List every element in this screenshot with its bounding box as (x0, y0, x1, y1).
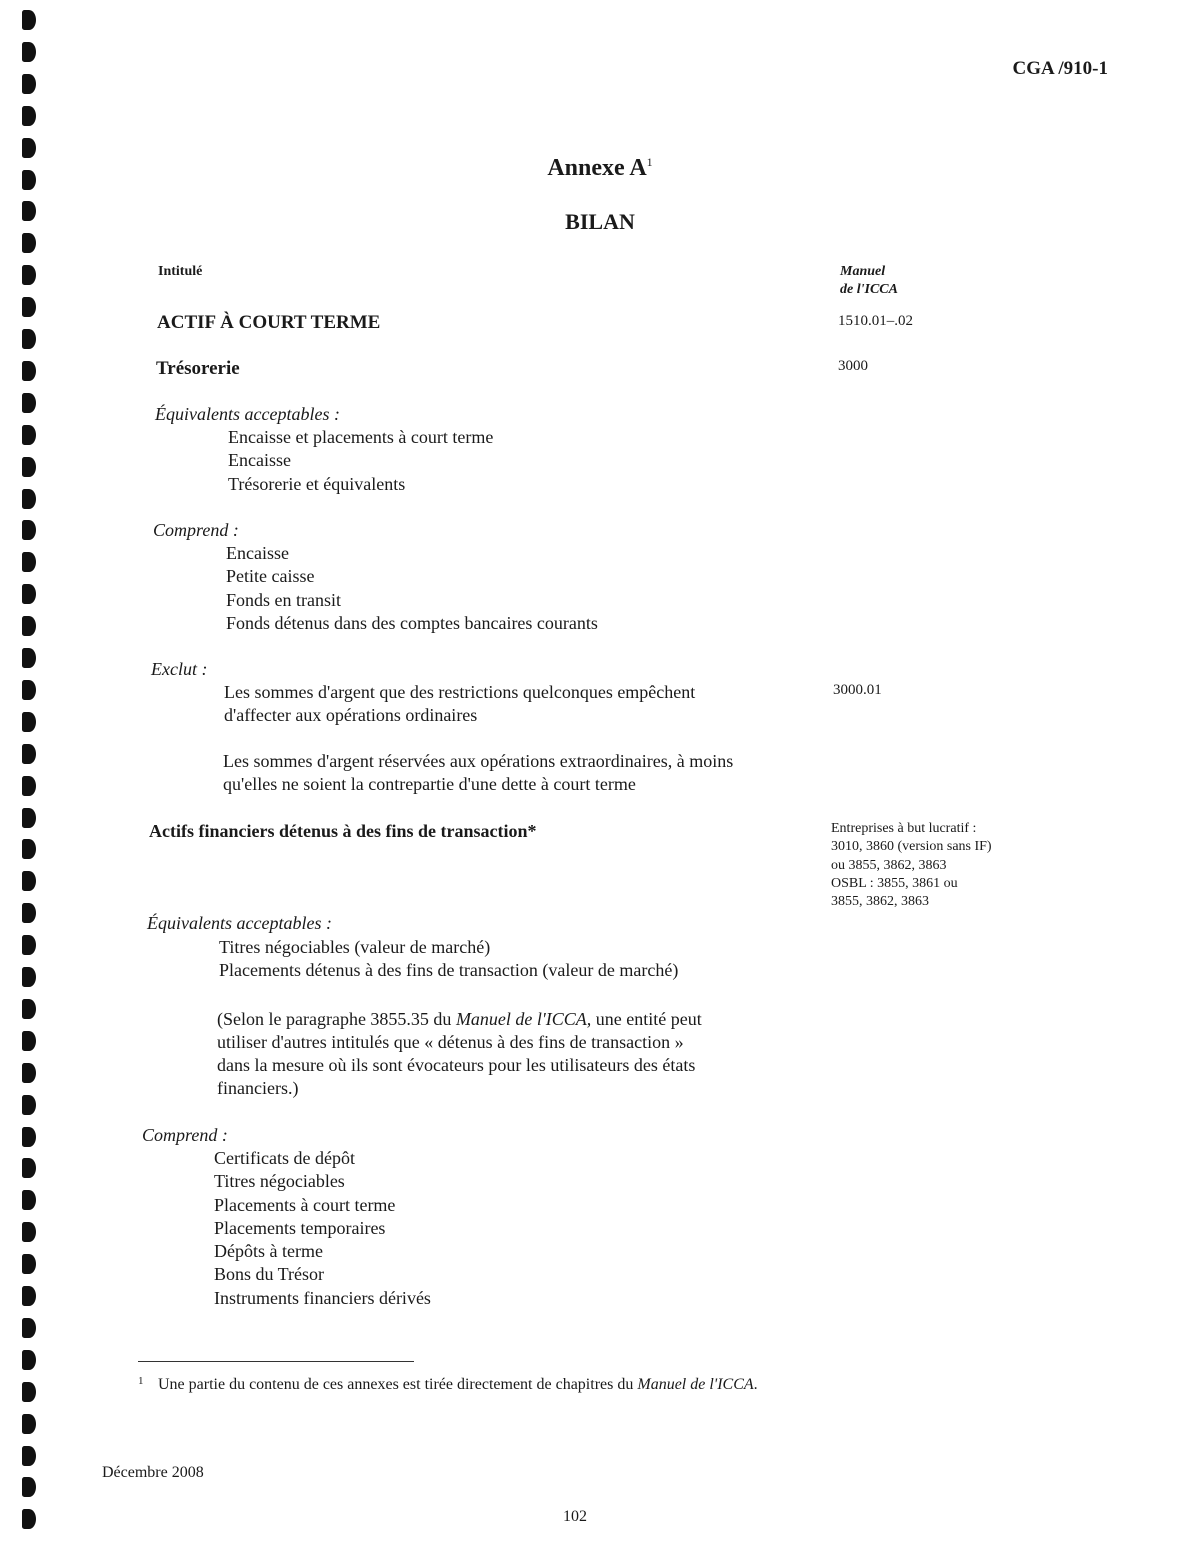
page-number: 102 (563, 1508, 587, 1525)
binding-hole (22, 1063, 36, 1083)
binding-hole (22, 520, 36, 540)
binding-hole (22, 584, 36, 604)
footnote-divider (138, 1361, 414, 1362)
binding-hole (22, 680, 36, 700)
paragraph-line (217, 1008, 702, 1031)
binding-hole (22, 10, 36, 30)
paragraph-line: Les sommes d'argent réservées aux opérations extraordinaires, à moins (223, 751, 734, 771)
list-item: Instruments financiers dérivés (214, 1287, 431, 1308)
paragraph-note-3855 (217, 1008, 702, 1100)
ref-line: 3010, 3860 (version sans IF) (831, 839, 992, 855)
binding-hole (22, 1190, 36, 1210)
ref-line: ou 3855, 3862, 3863 (831, 857, 947, 873)
binding-hole (22, 1127, 36, 1147)
list-item: Titres négociables (valeur de marché) (219, 937, 491, 957)
ref-exclut: 3000.01 (833, 682, 882, 698)
list-item: Certificats de dépôt (214, 1148, 355, 1168)
binding-hole (22, 808, 36, 828)
binding-hole (22, 1158, 36, 1178)
binding-hole (22, 1095, 36, 1115)
list-item: Petite caisse (226, 566, 315, 587)
list-item: Fonds en transit (226, 589, 341, 610)
label-equivalents-tresorerie: Équivalents acceptables : (155, 404, 340, 424)
list-item: Encaisse (226, 543, 289, 563)
ref-tresorerie: 3000 (838, 358, 868, 374)
binding-hole (22, 1477, 36, 1497)
list-item: Titres négociables (214, 1171, 345, 1192)
list-item: Fonds détenus dans des comptes bancaires courants (226, 612, 598, 633)
label-comprend-actifs: Comprend : (142, 1125, 228, 1145)
binding-holes (22, 10, 44, 1540)
list-item: Placements détenus à des fins de transaction (valeur de marché) (219, 960, 679, 981)
column-header-manuel-line1: Manuel (840, 264, 886, 279)
paragraph-line: Les sommes d'argent que des restrictions quelconques empêchent (224, 682, 696, 702)
binding-hole (22, 457, 36, 477)
document-date: Décembre 2008 (102, 1464, 204, 1481)
footnote-text-part: . (753, 1376, 758, 1393)
label-equivalents-actifs: Équivalents acceptables : (147, 913, 332, 933)
list-item: Placements à court terme (214, 1194, 396, 1215)
list-item: Placements temporaires (214, 1217, 386, 1238)
paragraph-line: utiliser d'autres intitulés que « détenus à des fins de transaction » (217, 1032, 684, 1052)
binding-hole (22, 74, 36, 94)
page-title (0, 155, 1200, 182)
section-title-actif-court-terme: ACTIF À COURT TERME (157, 312, 381, 333)
binding-hole (22, 648, 36, 668)
list-item: Bons du Trésor (214, 1264, 325, 1285)
list-item: Dépôts à terme (214, 1241, 323, 1262)
note-manual-title: Manuel de l'ICCA, (455, 1009, 592, 1029)
binding-hole (22, 42, 36, 62)
paragraph-line: financiers.) (217, 1078, 299, 1098)
ref-line: Entreprises à but lucratif : (831, 821, 977, 836)
binding-hole (22, 871, 36, 891)
binding-hole (22, 1414, 36, 1434)
refs-actifs-financiers (831, 820, 992, 911)
document-id: CGA /910-1 (1012, 58, 1108, 79)
binding-hole (22, 233, 36, 253)
binding-hole (22, 1031, 36, 1051)
binding-hole (22, 1254, 36, 1274)
list-comprend-tresorerie (226, 542, 598, 635)
binding-hole (22, 1222, 36, 1242)
column-header-manuel (840, 263, 898, 299)
list-item: Encaisse (228, 450, 291, 471)
binding-hole (22, 552, 36, 572)
title-footnote-mark: 1 (646, 155, 653, 169)
label-comprend-tresorerie: Comprend : (153, 520, 239, 540)
paragraph-line: dans la mesure où ils sont évocateurs pour les utilisateurs des états (217, 1055, 696, 1075)
paragraph-exclut-2 (223, 750, 733, 796)
note-text: une entité peut (591, 1009, 702, 1029)
binding-hole (22, 329, 36, 349)
binding-hole (22, 265, 36, 285)
binding-hole (22, 1318, 36, 1338)
ref-line: OSBL : 3855, 3861 ou (831, 875, 958, 891)
binding-hole (22, 1446, 36, 1466)
binding-hole (22, 935, 36, 955)
list-equivalents-tresorerie (228, 426, 493, 496)
paragraph-exclut-1 (224, 681, 695, 727)
binding-hole (22, 839, 36, 859)
binding-hole (22, 712, 36, 732)
title-text: Annexe A (547, 155, 647, 181)
binding-hole (22, 616, 36, 636)
binding-hole (22, 393, 36, 413)
binding-hole (22, 903, 36, 923)
footnote-text-part: Une partie du contenu de ces annexes est tirée directement de chapitres du (158, 1376, 638, 1393)
binding-hole (22, 776, 36, 796)
list-item: Encaisse et placements à court terme (228, 427, 494, 447)
binding-hole (22, 1350, 36, 1370)
ref-actif-court-terme: 1510.01–.02 (838, 313, 913, 329)
binding-hole (22, 1286, 36, 1306)
list-comprend-actifs (214, 1147, 431, 1310)
footnote-text (158, 1376, 758, 1394)
binding-hole (22, 425, 36, 445)
binding-hole (22, 297, 36, 317)
list-equivalents-actifs (219, 936, 678, 983)
footnote-mark: 1 (138, 1375, 144, 1387)
footnote-manual-title: Manuel de l'ICCA (637, 1376, 754, 1393)
paragraph-line: qu'elles ne soient la contrepartie d'une dette à court terme (223, 774, 636, 794)
binding-hole (22, 744, 36, 764)
column-header-intitule: Intitulé (158, 264, 203, 279)
label-exclut-tresorerie: Exclut : (151, 659, 208, 679)
list-item: Trésorerie et équivalents (228, 473, 406, 494)
section-title-tresorerie: Trésorerie (156, 358, 240, 379)
binding-hole (22, 106, 36, 126)
paragraph-line: d'affecter aux opérations ordinaires (224, 705, 478, 725)
section-title-actifs-financiers: Actifs financiers détenus à des fins de transaction* (149, 821, 537, 841)
note-text: (Selon le paragraphe 3855.35 du (217, 1009, 456, 1029)
binding-hole (22, 967, 36, 987)
page-subtitle: BILAN (565, 209, 635, 234)
binding-hole (22, 999, 36, 1019)
binding-hole (22, 489, 36, 509)
binding-hole (22, 361, 36, 381)
ref-line: 3855, 3862, 3863 (831, 894, 929, 910)
binding-hole (22, 1382, 36, 1402)
column-header-manuel-line2: de l'ICCA (840, 282, 898, 297)
